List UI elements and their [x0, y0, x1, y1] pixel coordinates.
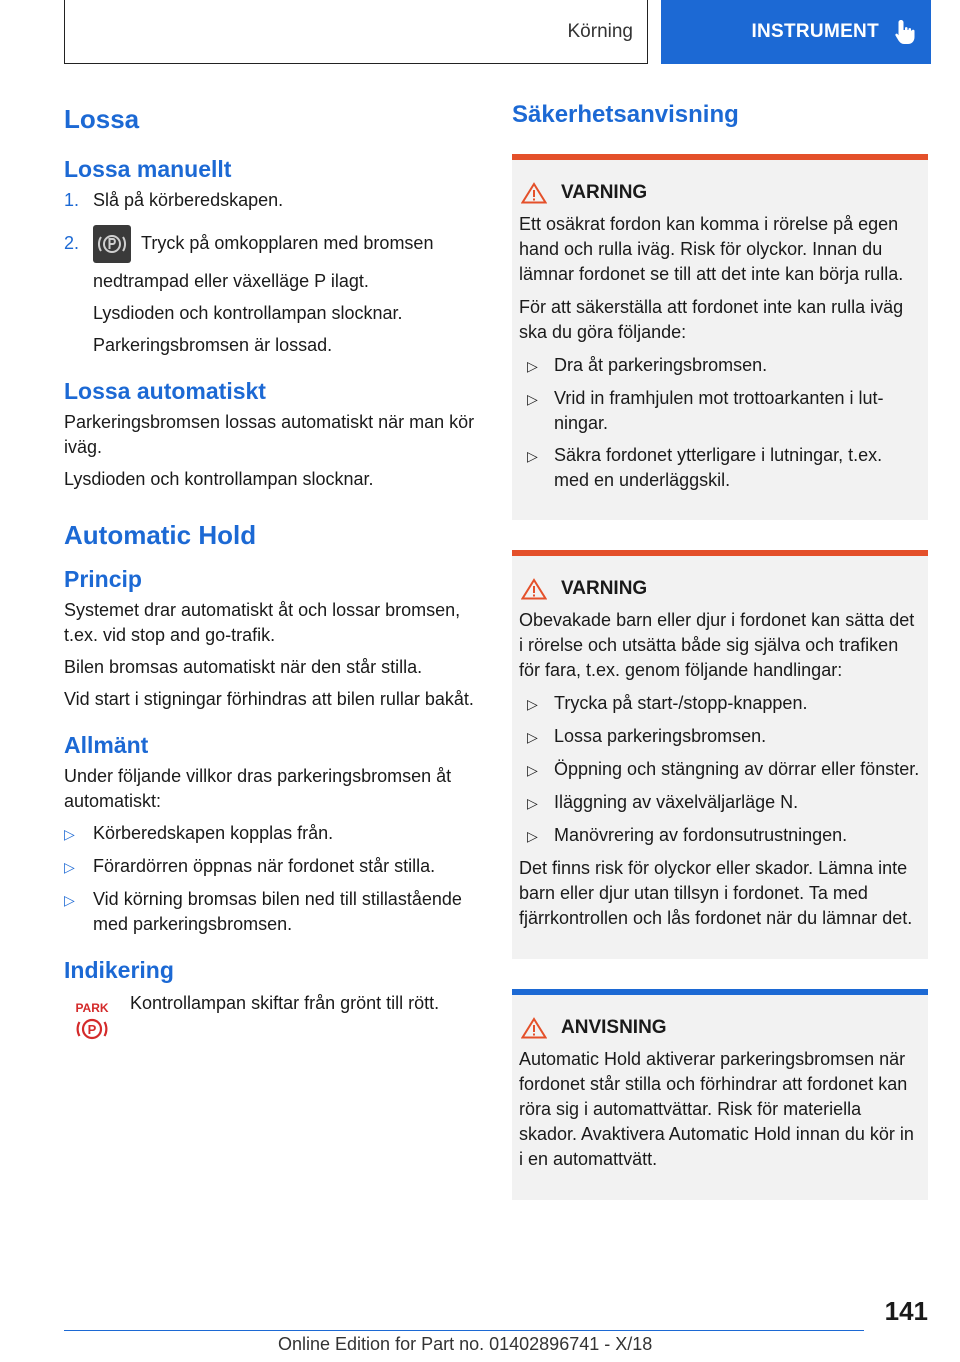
- notice-title: [519, 1017, 921, 1039]
- list-item-text: Öppning och stängning av dörrar eller fönster.: [554, 759, 920, 779]
- list-item: [519, 757, 921, 783]
- notice-box: [512, 989, 928, 1200]
- list-item: [519, 724, 921, 750]
- step-result: Lysdioden och kontrollampan slocknar.: [93, 303, 403, 323]
- paragraph: Lysdioden och kontrollampan slocknar.: [64, 469, 374, 489]
- triangle-bullet-icon: ▷: [64, 859, 75, 875]
- section-tab[interactable]: [64, 0, 648, 64]
- park-indicator-icon: [64, 991, 120, 1048]
- step-text: Tryck på omkopplaren med bromsen nedtrampad eller växelläge P ilagt.: [93, 233, 434, 291]
- step-text: Slå på körberedskapen.: [93, 190, 284, 210]
- list-item-text: Vid körning bromsas bilen ned till stillastående med parkeringsbromsen.: [93, 889, 462, 934]
- list-item: [519, 386, 921, 436]
- paragraph: Under följande villkor dras parkeringsbromsen åt automatiskt:: [64, 766, 452, 811]
- right-column: [512, 96, 928, 1230]
- list-item: [519, 353, 921, 379]
- list-item-text: Lossa parkeringsbromsen.: [554, 726, 767, 746]
- hand-pointer-icon: [893, 18, 917, 46]
- heading-sakerhetsanvisning: Säkerhetsanvisning: [512, 101, 739, 128]
- triangle-bullet-icon: ▷: [527, 448, 538, 464]
- list-item-text: Trycka på start-/stopp-knappen.: [554, 693, 808, 713]
- notice-paragraph: Automatic Hold aktiverar parkeringsbromsen när fordonet står stilla och förhindrar att fordonet kan röra sig i automattvättar. Risk för materiella skador. Avaktivera Automatic Hold innan du kör in i en automattvätt.: [519, 1049, 914, 1169]
- warning-title: [519, 182, 921, 204]
- triangle-bullet-icon: ▷: [527, 828, 538, 844]
- warning-title-text: VARNING: [561, 182, 648, 203]
- step-number: 2.: [64, 233, 80, 253]
- list-item-text: Manövrering av fordonsutrustningen.: [554, 825, 848, 845]
- triangle-bullet-icon: ▷: [527, 391, 538, 407]
- park-indicator-letter: P: [87, 1022, 97, 1037]
- list-item-text: Dra åt parkeringsbromsen.: [554, 355, 768, 375]
- list-item-text: Förardörren öppnas när fordonet står stilla.: [93, 856, 436, 876]
- indikering-text: Kontrollampan skiftar från grönt till rött.: [130, 993, 440, 1013]
- page-number: 141: [884, 1296, 928, 1326]
- triangle-bullet-icon: ▷: [527, 795, 538, 811]
- list-item: [519, 823, 921, 849]
- triangle-bullet-icon: ▷: [527, 696, 538, 712]
- notice-title-text: ANVISNING: [561, 1017, 667, 1038]
- heading-allmant: Allmänt: [64, 732, 149, 758]
- list-item: [519, 443, 921, 493]
- triangle-bullet-icon: ▷: [527, 358, 538, 374]
- warning-paragraph: Obevakade barn eller djur i fordonet kan sätta det i rörelse och utsätta både sig själva och trafiken för fara, t.ex. genom följande handlingar:: [519, 610, 915, 680]
- step-2: [64, 231, 476, 294]
- triangle-bullet-icon: ▷: [64, 892, 75, 908]
- list-item: [519, 790, 921, 816]
- paragraph: Systemet drar automatiskt åt och lossar bromsen, t.ex. vid stop and go-trafik.: [64, 600, 461, 645]
- warning-paragraph: Det finns risk för olyckor eller skador. Lämna inte barn eller djur utan tillsyn i fordonet. Ta med fjärrkontrollen och lås fordonet när du lämnar det.: [519, 858, 913, 928]
- triangle-bullet-icon: ▷: [527, 729, 538, 745]
- warning-triangle-icon: [521, 182, 547, 204]
- chapter-tab[interactable]: [661, 0, 931, 64]
- list-item: [64, 887, 476, 937]
- indikering-row: [64, 991, 476, 1048]
- park-indicator-label: PARK: [75, 1001, 109, 1015]
- parking-brake-switch-icon: [93, 225, 131, 263]
- step-result: Parkeringsbromsen är lossad.: [93, 335, 333, 355]
- paragraph: Bilen bromsas automatiskt när den står stilla.: [64, 657, 423, 677]
- section-tab-label: Körning: [567, 20, 633, 42]
- heading-indikering: Indikering: [64, 957, 174, 983]
- warning-box-1: [512, 154, 928, 520]
- heading-lossa: Lossa: [64, 104, 140, 134]
- triangle-bullet-icon: ▷: [527, 762, 538, 778]
- warning-paragraph: Ett osäkrat fordon kan komma i rörelse på egen hand och rulla iväg. Risk för olyckor. Innan du lämnar fordonet se till att det inte kan börja rulla.: [519, 214, 904, 284]
- list-item-text: Körberedskapen kopplas från.: [93, 823, 334, 843]
- warning-triangle-icon: [521, 578, 547, 600]
- footer-edition: Online Edition for Part no. 01402896741 - X/18: [278, 1334, 653, 1354]
- step-number: 1.: [64, 190, 80, 210]
- list-item-text: Iläggning av växelväljarläge N.: [554, 792, 799, 812]
- triangle-bullet-icon: ▷: [64, 826, 75, 842]
- step-body: [93, 231, 476, 294]
- warning-title: [519, 578, 921, 600]
- warning-box-2: [512, 550, 928, 959]
- footer-divider: [64, 1330, 864, 1331]
- heading-automatic-hold: Automatic Hold: [64, 520, 257, 550]
- warning-triangle-icon: [521, 1017, 547, 1039]
- list-item: [64, 854, 476, 880]
- list-item-text: Säkra fordonet ytterligare i lutningar, t.ex. med en underläggskil.: [554, 445, 883, 490]
- list-item: [519, 691, 921, 717]
- step-1: [64, 188, 476, 213]
- paragraph: Parkeringsbromsen lossas automatiskt när man kör iväg.: [64, 412, 475, 457]
- paragraph: Vid start i stigningar förhindras att bilen rullar bakåt.: [64, 689, 474, 709]
- left-column: [64, 96, 476, 1048]
- heading-lossa-automatiskt: Lossa automatiskt: [64, 378, 266, 404]
- warning-title-text: VARNING: [561, 578, 648, 599]
- warning-paragraph: För att säkerställa att fordonet inte kan rulla iväg ska du göra följande:: [519, 297, 904, 342]
- heading-princip: Princip: [64, 566, 142, 592]
- list-item-text: Vrid in framhjulen mot trottoarkanten i lutningar.: [554, 388, 884, 433]
- chapter-tab-label: INSTRUMENT: [751, 21, 879, 42]
- heading-lossa-manuellt: Lossa manuellt: [64, 156, 232, 182]
- list-item: [64, 821, 476, 847]
